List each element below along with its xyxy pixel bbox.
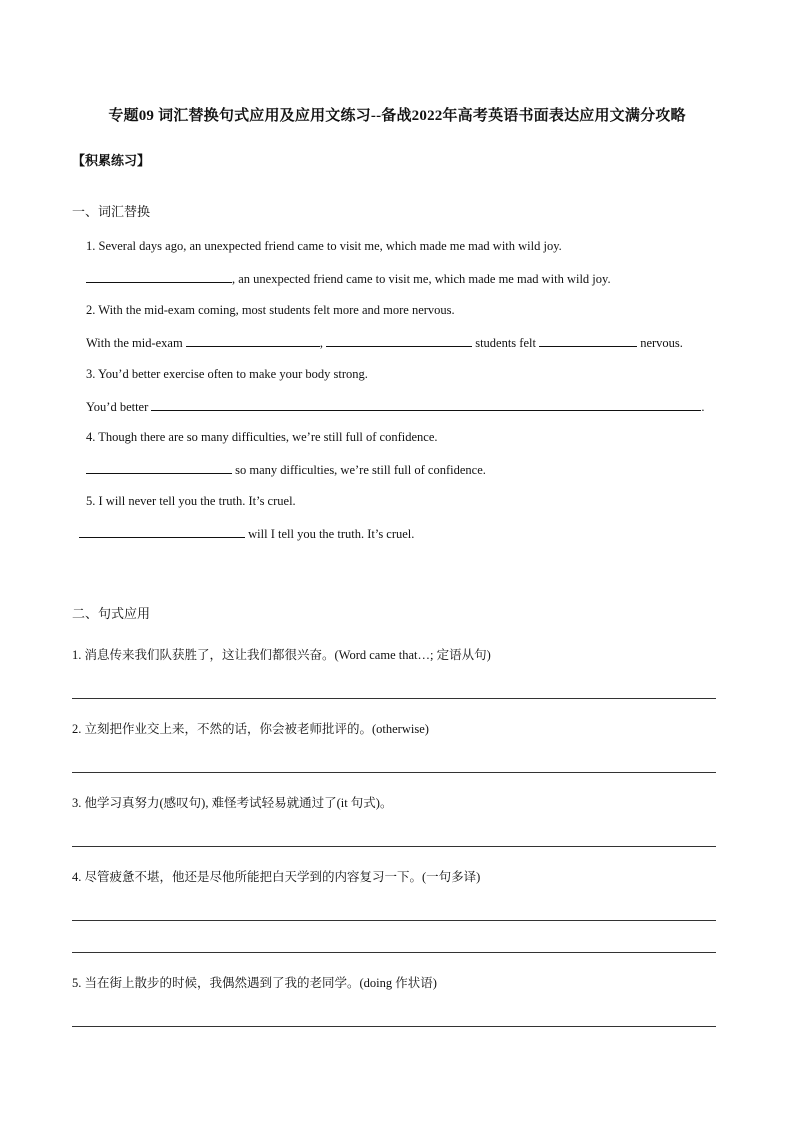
part1-item-3-original: 3. You’d better exercise often to make your body strong. bbox=[86, 367, 368, 381]
part2-item-3: 3. 他学习真努力(感叹句), 难怪考试轻易就通过了(it 句式)。 bbox=[72, 796, 393, 810]
answer-blank[interactable] bbox=[326, 334, 472, 347]
part1-item-2-rewrite bbox=[86, 334, 683, 351]
rewrite-text: students felt bbox=[475, 336, 536, 350]
page-title: 专题09 词汇替换句式应用及应用文练习--备战2022年高考英语书面表达应用文满分攻略 bbox=[108, 108, 686, 124]
part2-item-4: 4. 尽管疲惫不堪，他还是尽他所能把白天学到的内容复习一下。(一句多译) bbox=[72, 870, 481, 884]
rewrite-separator: , bbox=[319, 336, 323, 350]
answer-line[interactable] bbox=[72, 846, 716, 847]
part1-item-1-rewrite bbox=[86, 270, 611, 287]
part1-item-4-rewrite bbox=[86, 461, 486, 478]
rewrite-text: , an unexpected friend came to visit me, which made me mad with wild joy. bbox=[232, 272, 611, 286]
answer-blank[interactable] bbox=[79, 525, 245, 538]
part2-item-2: 2. 立刻把作业交上来，不然的话，你会被老师批评的。(otherwise) bbox=[72, 722, 429, 736]
answer-line[interactable] bbox=[72, 920, 716, 921]
part1-heading: 一、词汇替换 bbox=[72, 204, 151, 219]
rewrite-text: . bbox=[701, 400, 705, 414]
part1-item-4-original: 4. Though there are so many difficulties, we’re still full of confidence. bbox=[86, 430, 438, 444]
part2-heading: 二、句式应用 bbox=[72, 606, 151, 621]
part1-item-2-original: 2. With the mid-exam coming, most students felt more and more nervous. bbox=[86, 303, 455, 317]
part1-item-1-original: 1. Several days ago, an unexpected friend came to visit me, which made me mad with wild joy. bbox=[86, 239, 562, 253]
rewrite-text: so many difficulties, we’re still full of confidence. bbox=[235, 463, 486, 477]
answer-blank[interactable] bbox=[86, 461, 232, 474]
answer-blank[interactable] bbox=[151, 398, 701, 411]
part1-item-5-rewrite bbox=[79, 525, 414, 542]
answer-blank[interactable] bbox=[539, 334, 637, 347]
part1-item-3-rewrite bbox=[86, 398, 705, 415]
part1-item-5-original: 5. I will never tell you the truth. It’s cruel. bbox=[86, 494, 296, 508]
answer-blank[interactable] bbox=[86, 270, 232, 283]
answer-line[interactable] bbox=[72, 952, 716, 953]
rewrite-text: will I tell you the truth. It’s cruel. bbox=[248, 527, 415, 541]
section-heading: 【积累练习】 bbox=[72, 153, 151, 168]
answer-line[interactable] bbox=[72, 698, 716, 699]
answer-line[interactable] bbox=[72, 1026, 716, 1027]
answer-blank[interactable] bbox=[186, 334, 320, 347]
part2-item-1: 1. 消息传来我们队获胜了，这让我们都很兴奋。(Word came that…; 定语从句) bbox=[72, 648, 491, 662]
rewrite-text: You’d better bbox=[86, 400, 149, 414]
rewrite-text: With the mid-exam bbox=[86, 336, 183, 350]
answer-line[interactable] bbox=[72, 772, 716, 773]
part2-item-5: 5. 当在街上散步的时候，我偶然遇到了我的老同学。(doing 作状语) bbox=[72, 976, 437, 990]
rewrite-text: nervous. bbox=[640, 336, 683, 350]
